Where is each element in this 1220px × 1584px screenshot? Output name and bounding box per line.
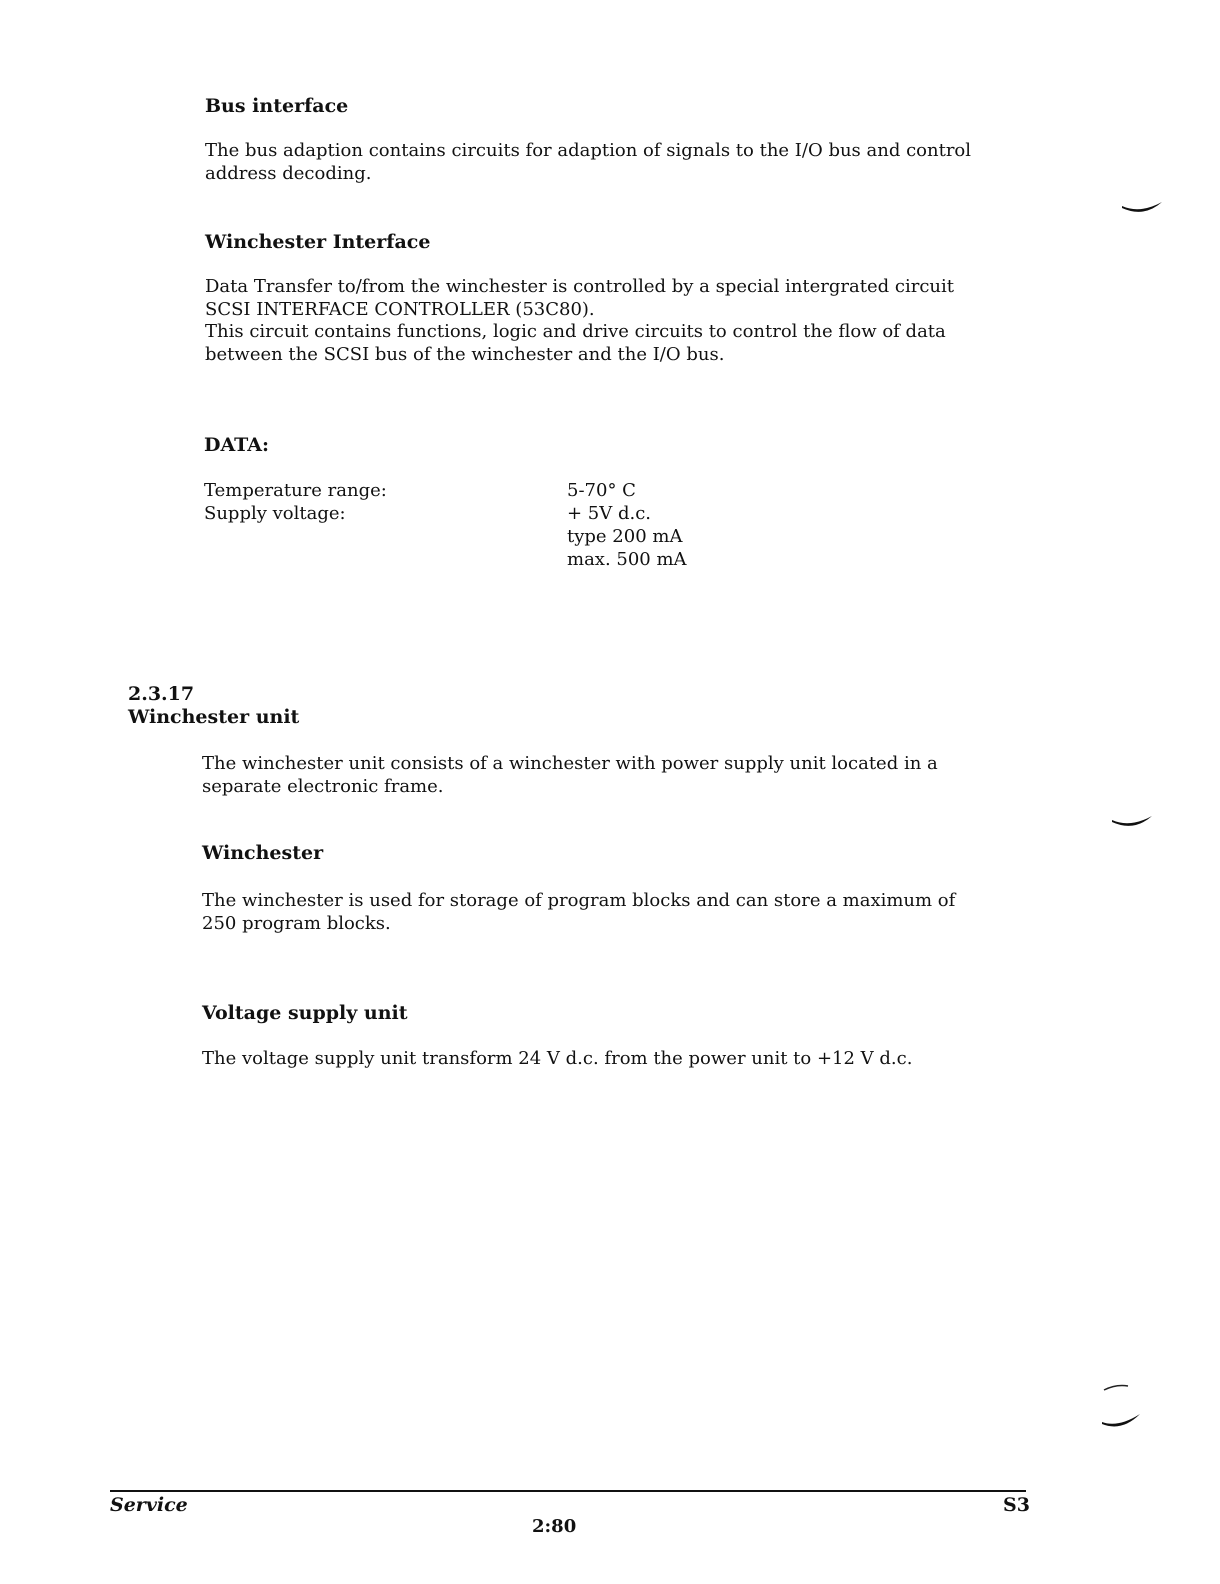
bus-interface-text: The bus adaption contains circuits for adaption of signals to the I/O bus and control address decoding. — [205, 140, 972, 184]
winchester-interface-text — [205, 276, 1025, 366]
footer-right: S3 — [1003, 1494, 1030, 1516]
voltage-supply-text: The voltage supply unit transform 24 V d.c. from the power unit to +12 V d.c. — [202, 1048, 913, 1069]
data-value-type-current: type 200 mA — [567, 526, 683, 547]
data-value-temperature: 5-70° C — [567, 480, 636, 501]
data-value-supply: + 5V d.c. — [567, 503, 652, 524]
winchester-heading: Winchester — [202, 842, 324, 864]
footer-rule — [110, 1490, 1026, 1492]
data-value-max-current: max. 500 mA — [567, 549, 687, 570]
scan-mark-2 — [1108, 810, 1158, 834]
winchester-interface-heading: Winchester Interface — [205, 231, 431, 253]
winchester-interface-line1: Data Transfer to/from the winchester is controlled by a special intergrated circuit SCSI INTERFACE CONTROLLER (53C80). — [205, 276, 954, 320]
scan-mark-3 — [1098, 1382, 1148, 1432]
section-title: Winchester unit — [128, 706, 300, 728]
winchester-unit-text: The winchester unit consists of a winchester with power supply unit located in a separate electronic frame. — [202, 753, 938, 797]
footer-left: Service — [110, 1494, 188, 1516]
voltage-supply-heading: Voltage supply unit — [202, 1002, 408, 1024]
bus-interface-heading: Bus interface — [205, 95, 349, 117]
data-heading: DATA: — [204, 434, 270, 456]
scan-mark-1 — [1118, 196, 1168, 220]
footer-page-number: 2:80 — [532, 1516, 577, 1537]
data-label-supply: Supply voltage: — [204, 503, 346, 524]
winchester-text: The winchester is used for storage of program blocks and can store a maximum of 250 program blocks. — [202, 890, 956, 934]
winchester-interface-line2: This circuit contains functions, logic and drive circuits to control the flow of data between the SCSI bus of the winchester and the I/O bus. — [205, 321, 946, 365]
data-label-temperature: Temperature range: — [204, 480, 387, 501]
section-number: 2.3.17 — [128, 683, 195, 705]
